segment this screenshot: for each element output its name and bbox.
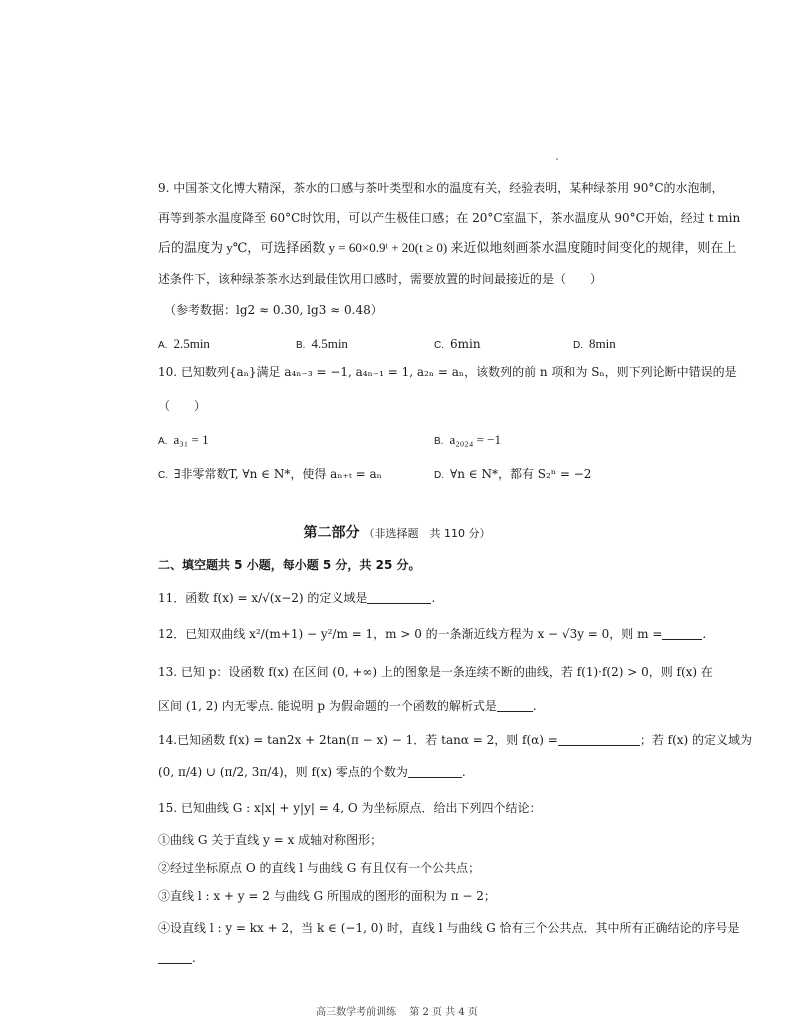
q13-line1: 13. 已知 p：设函数 f(x) 在区间 (0, +∞) 上的图象是一条连续不断的曲线，若 f(1)·f(2) > 0，则 f(x) 在 xyxy=(158,665,713,679)
q9-option-d: D. 8min xyxy=(573,336,616,351)
fill-in-heading: 二、填空题共 5 小题，每小题 5 分，共 25 分。 xyxy=(158,558,421,572)
q12-answer-blank xyxy=(662,627,702,640)
q9-reference: （参考数据：lg2 ≈ 0.30, lg3 ≈ 0.48） xyxy=(164,303,383,317)
scan-dot xyxy=(556,158,558,160)
q15-answer-blank xyxy=(158,951,192,964)
q9-line3: 后的温度为 y℃，可选择函数 y = 60×0.9ᵗ + 20(t ≥ 0) 来近似地刻画茶水温度随时间变化的规律，则在上 xyxy=(158,240,737,255)
q11-line: 11．函数 f(x) = x/√(x−2) 的定义域是 . xyxy=(158,591,436,605)
q13-line2: 区间 (1, 2) 内无零点. 能说明 p 为假命题的一个函数的解析式是 . xyxy=(158,699,537,713)
q14-line2: (0, π/4) ∪ (π/2, 3π/4)，则 f(x) 零点的个数为 . xyxy=(158,765,466,779)
q10-option-a: A. a₃₁ = 1 xyxy=(158,432,209,447)
q9-line1: 9. 中国茶文化博大精深，茶水的口感与茶叶类型和水的温度有关，经验表明，某种绿茶用 90°C的水泡制， xyxy=(158,181,724,195)
q10-line2: （ ） xyxy=(158,399,207,413)
q14-line1: 14.已知函数 f(x) = tan2x + 2tan(π − x) − 1．若 tanα = 2，则 f(α) = ；若 f(x) 的定义域为 xyxy=(158,733,753,747)
q9-option-a: A. 2.5min xyxy=(158,336,210,351)
q12-line: 12．已知双曲线 x²/(m+1) − y²/m = 1，m > 0 的一条渐近线方程为 x − √3y = 0，则 m = . xyxy=(158,627,707,641)
q15-item-3: ③直线 l : x + y = 2 与曲线 G 所围成的图形的面积为 π − 2； xyxy=(158,889,496,903)
q13-answer-blank xyxy=(497,699,533,712)
q11-answer-blank xyxy=(367,591,431,604)
q15-answer-line: . xyxy=(158,950,196,966)
q10-line1: 10. 已知数列{aₙ}满足 a₄ₙ₋₃ = −1, a₄ₙ₋₁ = 1, a₂ₙ = aₙ，该数列的前 n 项和为 Sₙ，则下列论断中错误的是 xyxy=(158,365,737,379)
q15-item-2: ②经过坐标原点 O 的直线 l 与曲线 G 有且仅有一个公共点； xyxy=(158,861,481,875)
q14-answer-blank-1 xyxy=(558,733,640,746)
q10-option-d: D. ∀n ∈ N*，都有 S₂ⁿ = −2 xyxy=(434,467,592,481)
q10-option-c: C. ∃非零常数T, ∀n ∈ N*，使得 aₙ₊ₜ = aₙ xyxy=(158,467,382,481)
q15-item-4: ④设直线 l : y = kx + 2，当 k ∈ (−1, 0) 时，直线 l 与曲线 G 恰有三个公共点．其中所有正确结论的序号是 xyxy=(158,921,740,935)
q9-line2: 再等到茶水温度降至 60°C时饮用，可以产生极佳口感；在 20°C室温下，茶水温度从 90°C开始，经过 t min xyxy=(158,211,741,225)
q9-line4: 述条件下，该种绿茶茶水达到最佳饮用口感时，需要放置的时间最接近的是（ ） xyxy=(158,272,603,286)
q9-option-b: B. 4.5min xyxy=(296,336,348,351)
q14-answer-blank-2 xyxy=(408,765,462,778)
q10-option-b: B. a₂₀₂₄ = −1 xyxy=(434,432,502,447)
q9-option-c: C. 6min xyxy=(434,337,481,351)
q15-line1: 15. 已知曲线 G : x|x| + y|y| = 4, O 为坐标原点．给出下列四个结论： xyxy=(158,801,542,815)
page-footer: 高三数学考前训练 第 2 页 共 4 页 xyxy=(316,1007,478,1018)
part-two-title: 第二部分 （非选择题 共 110 分） xyxy=(303,525,491,541)
q15-item-1: ①曲线 G 关于直线 y = x 成轴对称图形； xyxy=(158,833,383,847)
